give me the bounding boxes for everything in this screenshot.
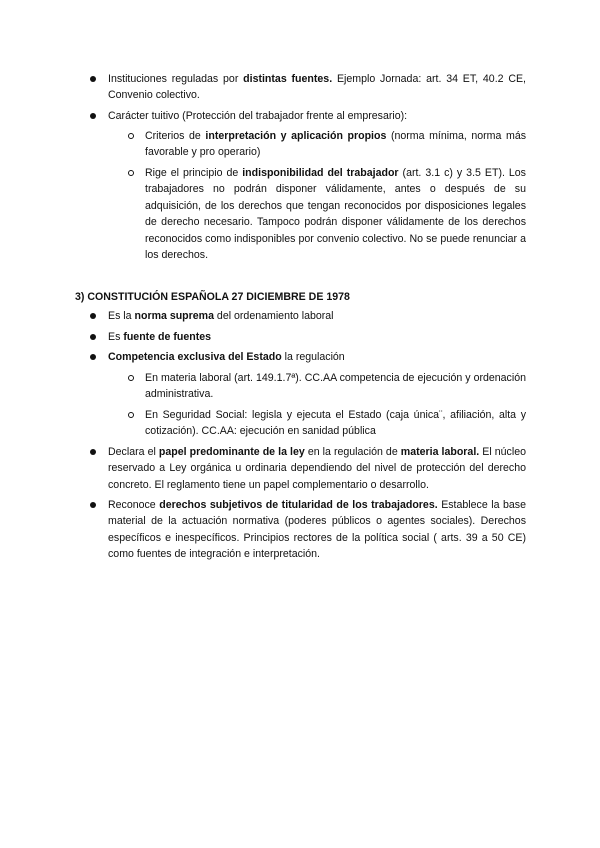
list-item: Es la norma suprema del ordenamiento laboral [108,308,526,324]
sub-list-item: Criterios de interpretación y aplicación propios (norma mínima, norma más favorable y pro operario) [145,128,526,161]
circle-bullet-icon [128,375,134,381]
bullet-icon [90,354,96,360]
list-item: Instituciones reguladas por distintas fuentes. Ejemplo Jornada: art. 34 ET, 40.2 CE, Convenio colectivo. [108,71,526,104]
bullet-icon [90,313,96,319]
list-item: Es fuente de fuentes [108,329,526,345]
list-item: Competencia exclusiva del Estado la regulación [108,349,526,365]
list-item: Reconoce derechos subjetivos de titularidad de los trabajadores. Establece la base material de la actuación normativa (poderes públicos o agentes sociales). Derechos específicos e inespecíficos. Principios rectores de la política social ( arts. 39 a 50 CE) como fuentes de integración e interpretación. [108,497,526,563]
bullet-icon [90,449,96,455]
sub-list-item: En materia laboral (art. 149.1.7ª). CC.AA competencia de ejecución y ordenación administrativa. [145,370,526,403]
bullet-icon [90,76,96,82]
bullet-icon [90,334,96,340]
sub-list-item: Rige el principio de indisponibilidad del trabajador (art. 3.1 c) y 3.5 ET). Los trabajadores no podrán disponer válidamente, antes o después de su adquisición, de los derechos que tengan reconocidos por disposiciones legales de derecho necesario. Tampoco podrán disponer válidamente de los derechos reconocidos como indisponibles por convenio colectivo. No se puede renunciar a los derechos. [145,165,526,263]
list-item: Declara el papel predominante de la ley en la regulación de materia laboral. El núcleo reservado a Ley orgánica u ordinaria dependiendo del nivel de protección del derecho concreto. El reglamento tiene un papel complementario o desarrollo. [108,444,526,493]
circle-bullet-icon [128,170,134,176]
section-heading: 3) CONSTITUCIÓN ESPAÑOLA 27 DICIEMBRE DE 1978 [75,291,350,303]
bullet-icon [90,502,96,508]
bullet-icon [90,113,96,119]
list-item: Carácter tuitivo (Protección del trabajador frente al empresario): [108,108,526,124]
circle-bullet-icon [128,412,134,418]
circle-bullet-icon [128,133,134,139]
sub-list-item: En Seguridad Social: legisla y ejecuta el Estado (caja única¨, afiliación, alta y cotización). CC.AA: ejecución en sanidad pública [145,407,526,440]
